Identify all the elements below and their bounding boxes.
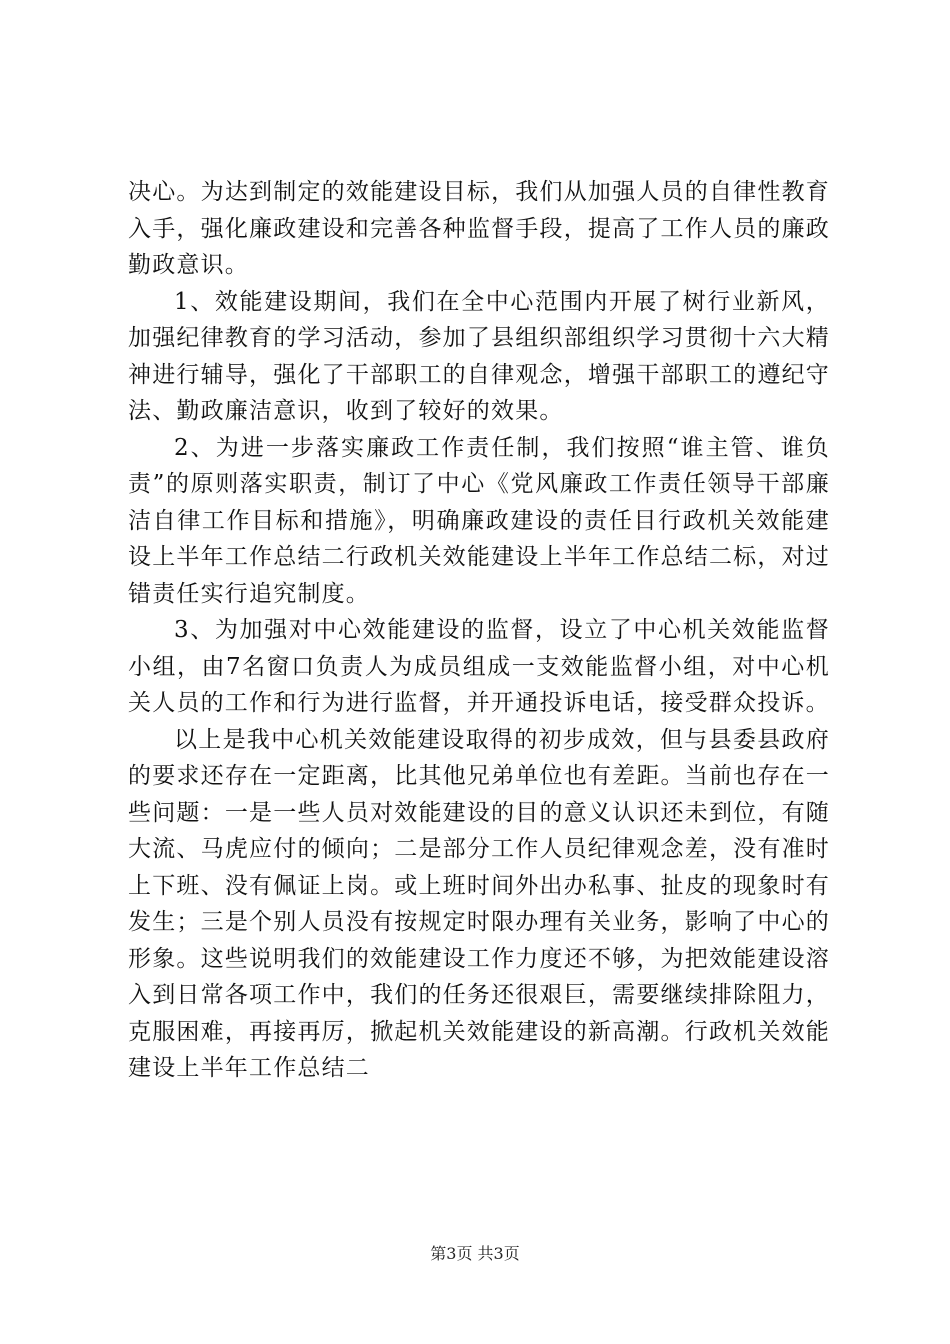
paragraph-item-1: 1、效能建设期间，我们在全中心范围内开展了树行业新风，加强纪律教育的学习活动，参加了县组织部组织学习贯彻十六大精神进行辅导，强化了干部职工的自律观念，增强干部职工的遵纪守法、勤政廉洁意识，收到了较好的效果。 <box>128 288 830 424</box>
paragraph-continuation: 决心。为达到制定的效能建设目标，我们从加强人员的自律性教育入手，强化廉政建设和完善各种监督手段，提高了工作人员的廉政勤政意识。 <box>128 179 830 278</box>
page-number-label: 第3页 共3页 <box>430 1244 520 1263</box>
document-body <box>128 174 830 1087</box>
paragraph-item-2: 2、为进一步落实廉政工作责任制，我们按照“谁主管、谁负责”的原则落实职责，制订了中心《党风廉政工作责任领导干部廉洁自律工作目标和措施》，明确廉政建设的责任目行政机关效能建设上半年工作总结二行政机关效能建设上半年工作总结二标，对过错责任实行追究制度。 <box>128 434 830 607</box>
paragraph-item-3: 3、为加强对中心效能建设的监督，设立了中心机关效能监督小组，由7名窗口负责人为成员组成一支效能监督小组，对中心机关人员的工作和行为进行监督，并开通投诉电话，接受群众投诉。 <box>128 617 830 716</box>
paragraph-summary: 以上是我中心机关效能建设取得的初步成效，但与县委县政府的要求还存在一定距离，比其他兄弟单位也有差距。当前也存在一些问题：一是一些人员对效能建设的目的意义认识还未到位，有随大流、马虎应付的倾向；二是部分工作人员纪律观念差，没有准时上下班、没有佩证上岗。或上班时间外出办私事、扯皮的现象时有发生；三是个别人员没有按规定时限办理有关业务，影响了中心的形象。这些说明我们的效能建设工作力度还不够，为把效能建设溶入到日常各项工作中，我们的任务还很艰巨，需要继续排除阻力，克服困难，再接再厉，掀起机关效能建设的新高潮。行政机关效能建设上半年工作总结二 <box>128 726 830 1081</box>
page-footer <box>0 1243 950 1265</box>
